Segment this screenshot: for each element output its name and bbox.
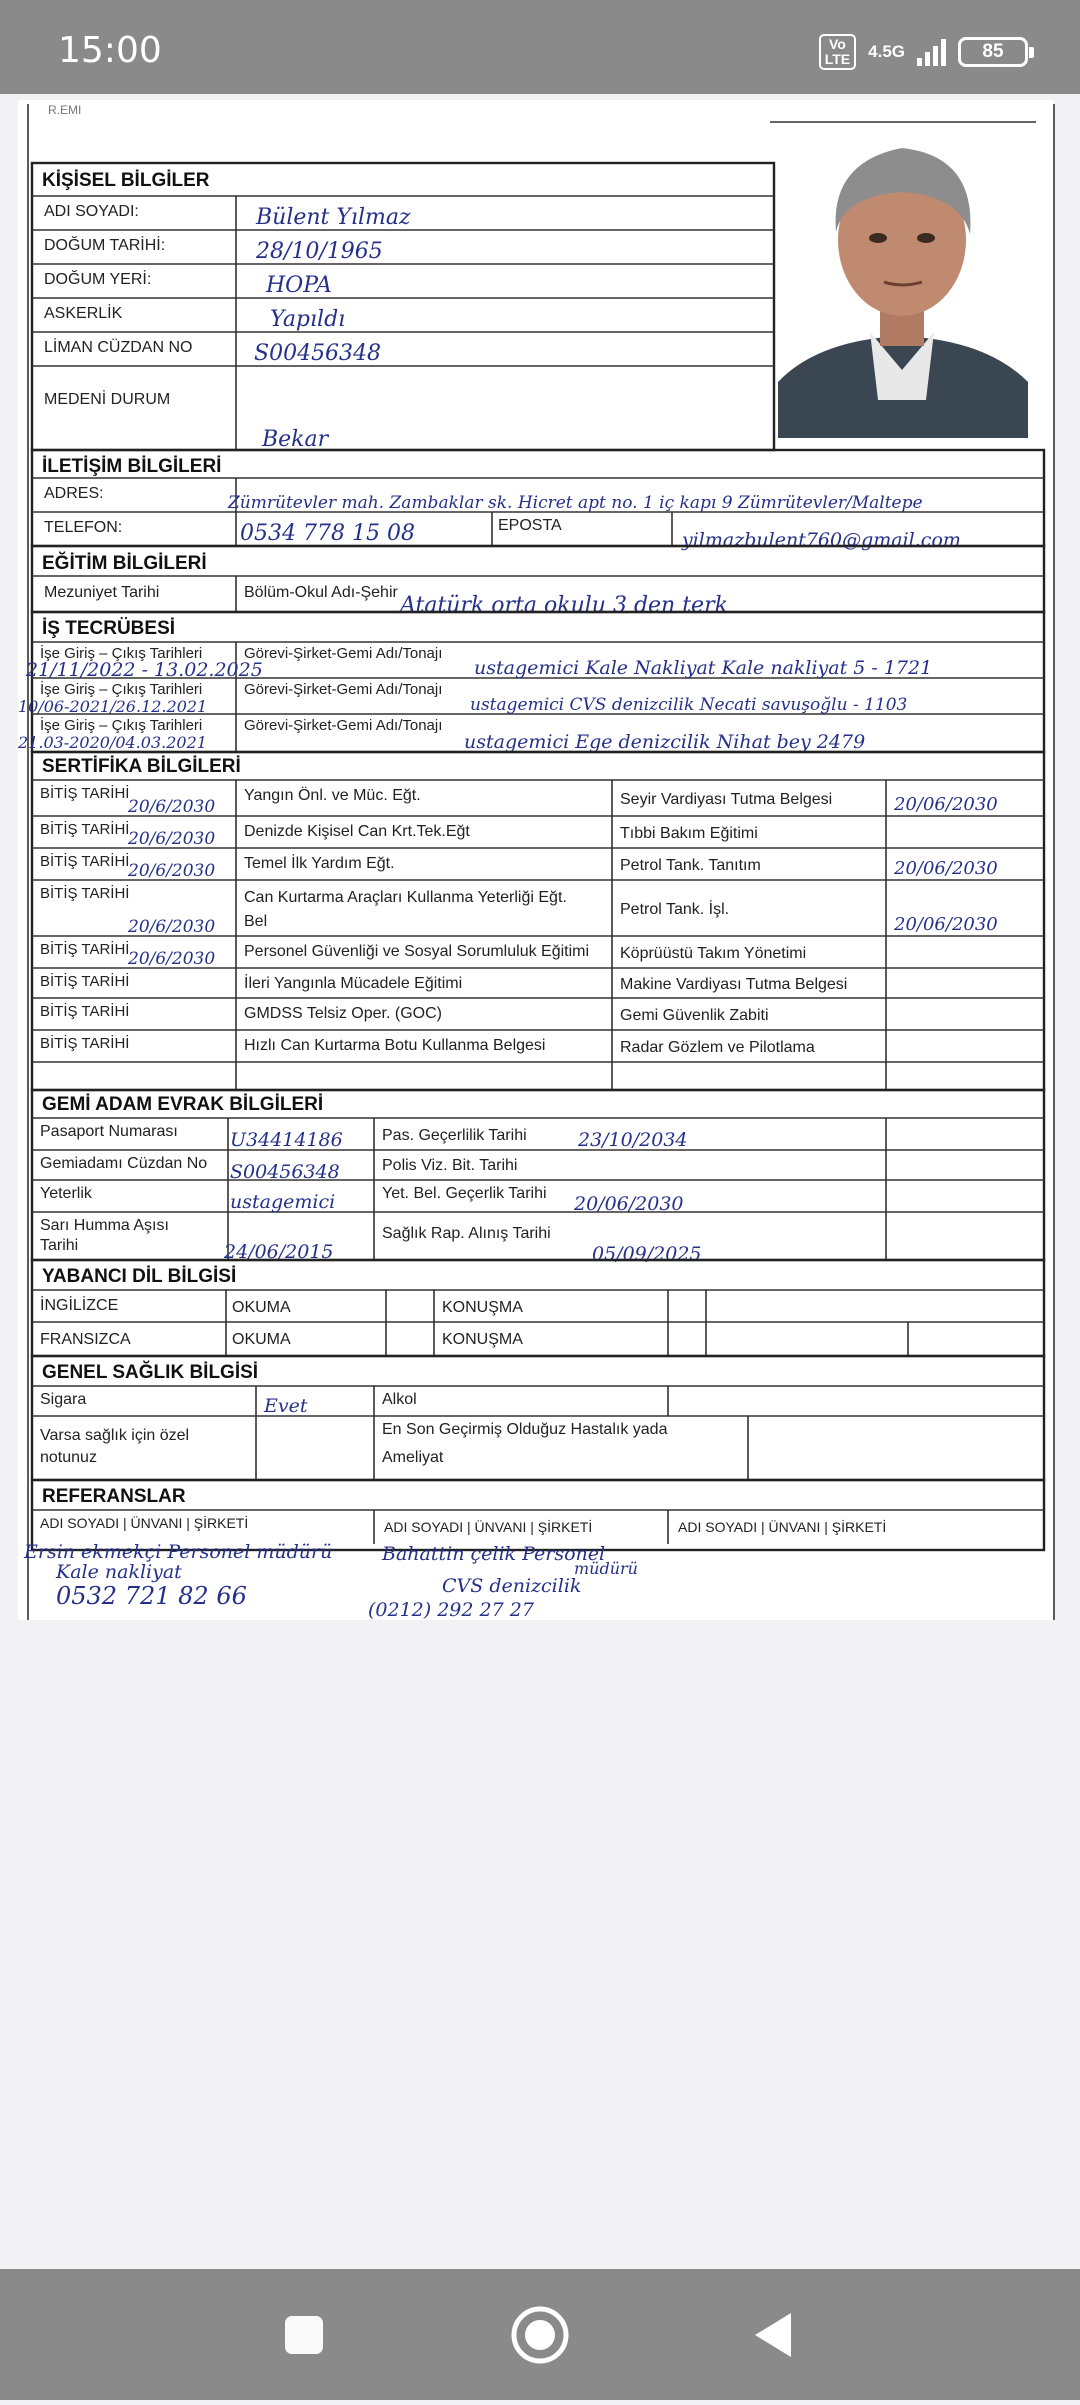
- battery-level: 85: [982, 41, 1004, 62]
- image-viewer[interactable]: [0, 94, 1080, 2269]
- label-military: ASKERLİK: [44, 305, 123, 322]
- label-speak-en: KONUŞMA: [442, 1299, 523, 1316]
- cert-name: İleri Yangınla Mücadele Eğitimi: [244, 975, 463, 992]
- cert-date-value: 20/6/2030: [128, 829, 216, 849]
- cert-name-right: Köprüüstü Takım Yönetimi: [620, 945, 807, 962]
- value-email: yilmazbulent760@gmail.com: [682, 529, 961, 551]
- ref2-line1: Bahattin çelik Personel: [382, 1543, 606, 1565]
- label-name: ADI SOYADI:: [44, 203, 139, 220]
- cert-name: Can Kurtarma Araçları Kullanma Yeterliği Eğt.: [244, 889, 567, 906]
- ref2-line2: CVS denizcilik: [442, 1575, 582, 1597]
- back-triangle-icon: [755, 2313, 791, 2357]
- label-passport: Pasaport Numarası: [40, 1123, 178, 1140]
- label-duty-3: Görevi-Şirket-Gemi Adı/Tonajı: [244, 717, 443, 734]
- section-seaman-docs: GEMİ ADAM EVRAK BİLGİLERİ: [42, 1094, 324, 1115]
- label-yellow-fever-2: Tarihi: [40, 1237, 79, 1254]
- cert-name-cont: Bel: [244, 913, 268, 930]
- job-duty-2: ustagemici CVS denizcilik Necati savuşoğlu - 1103: [470, 695, 908, 715]
- home-button[interactable]: [440, 2269, 640, 2400]
- cert-name: GMDSS Telsiz Oper. (GOC): [244, 1005, 442, 1022]
- section-contact: İLETİŞİM BİLGİLERİ: [42, 456, 222, 477]
- job-dates-1: 21/11/2022 - 13.02.2025: [26, 659, 263, 681]
- cert-date-label: BİTİŞ TARİHİ: [40, 941, 130, 958]
- value-comp-valid: 20/06/2030: [574, 1193, 684, 1215]
- top-fragment: R.ΕΜΙ: [48, 103, 82, 117]
- volte-icon: Vo LTE: [819, 34, 856, 70]
- label-police-visa: Polis Viz. Bit. Tarihi: [382, 1157, 518, 1174]
- section-health: GENEL SAĞLIK BİLGİSİ: [42, 1362, 259, 1383]
- cert-date-label: BİTİŞ TARİHİ: [40, 853, 130, 870]
- cert-date-label: BİTİŞ TARİHİ: [40, 1003, 130, 1020]
- back-button[interactable]: [673, 2269, 873, 2400]
- cert-name: Temel İlk Yardım Eğt.: [244, 855, 395, 872]
- label-read-fr: OKUMA: [232, 1331, 291, 1348]
- cert-name: Personel Güvenliği ve Sosyal Sorumluluk Eğitimi: [244, 943, 590, 960]
- label-birthplace: DOĞUM YERİ:: [44, 271, 152, 288]
- section-certificates: SERTİFİKA BİLGİLERİ: [42, 756, 241, 777]
- value-pass-valid: 23/10/2034: [578, 1129, 688, 1151]
- label-ref-col-2: ADI SOYADI | ÜNVANI | ŞİRKETİ: [384, 1519, 593, 1535]
- profile-photo: [772, 126, 1032, 438]
- label-ref-col-1: ADI SOYADI | ÜNVANI | ŞİRKETİ: [40, 1515, 249, 1531]
- value-smoking: Evet: [264, 1395, 308, 1417]
- label-phone: TELEFON:: [44, 519, 123, 536]
- label-ref-col-3: ADI SOYADI | ÜNVANI | ŞİRKETİ: [678, 1519, 887, 1535]
- status-time: 15:00: [58, 30, 162, 71]
- cert-name: Denizde Kişisel Can Krt.Tek.Eğt: [244, 823, 470, 840]
- cv-form: [18, 100, 1080, 1720]
- section-references: REFERANSLAR: [42, 1486, 186, 1507]
- label-illness-1: En Son Geçirmiş Olduğuz Hastalık yada: [382, 1421, 668, 1438]
- label-smoking: Sigara: [40, 1391, 87, 1408]
- label-illness-2: Ameliyat: [382, 1449, 444, 1466]
- status-bar: [0, 0, 1080, 94]
- label-read-en: OKUMA: [232, 1299, 291, 1316]
- label-school: Bölüm-Okul Adı-Şehir: [244, 584, 398, 601]
- cert-name: Hızlı Can Kurtarma Botu Kullanma Belgesi: [244, 1037, 546, 1054]
- value-seaman-book: S00456348: [254, 341, 382, 366]
- section-personal: KİŞİSEL BİLGİLER: [42, 170, 210, 191]
- value-military: Yapıldı: [270, 307, 346, 332]
- ref2-line1b: müdürü: [574, 1559, 638, 1578]
- battery-icon: [958, 37, 1028, 67]
- ref1-line1: Ersin ekmekçi Personel müdürü: [24, 1541, 333, 1563]
- value-passport: U34414186: [230, 1129, 343, 1151]
- ref1-line3: 0532 721 82 66: [56, 1582, 247, 1610]
- cert-name-right: Petrol Tank. Tanıtım: [620, 857, 761, 874]
- cert-date-label: BİTİŞ TARİHİ: [40, 973, 130, 990]
- label-duty-2: Görevi-Şirket-Gemi Adı/Tonajı: [244, 681, 443, 698]
- label-pass-valid: Pas. Geçerlilik Tarihi: [382, 1127, 527, 1144]
- value-school: Atatürk orta okulu 3 den terk: [400, 593, 728, 618]
- network-type: 4.5G: [868, 42, 905, 61]
- cert-date-right: 20/06/2030: [894, 858, 998, 879]
- label-yellow-fever-1: Sarı Humma Aşısı: [40, 1217, 169, 1234]
- job-duty-3: ustagemici Ege denizcilik Nihat bey 2479: [464, 731, 866, 753]
- cert-date-right: 20/06/2030: [894, 914, 998, 935]
- cert-name-right: Radar Gözlem ve Pilotlama: [620, 1039, 815, 1056]
- value-birthplace: HOPA: [266, 273, 332, 298]
- navigation-bar: [0, 2269, 1080, 2400]
- value-address: Zümrütevler mah. Zambaklar sk. Hicret apt no. 1 iç kapı 9 Zümrütevler/Maltepe: [228, 493, 923, 513]
- cert-date-value: 20/6/2030: [128, 797, 216, 817]
- cert-date-label: BİTİŞ TARİHİ: [40, 785, 130, 802]
- label-alcohol: Alkol: [382, 1391, 417, 1408]
- label-duty-1: Görevi-Şirket-Gemi Adı/Tonajı: [244, 645, 443, 662]
- label-birthdate: DOĞUM TARİHİ:: [44, 237, 166, 254]
- cert-name-right: Makine Vardiyası Tutma Belgesi: [620, 976, 848, 993]
- job-dates-2: 10/06-2021/26.12.2021: [18, 697, 208, 716]
- cert-date-label: BİTİŞ TARİHİ: [40, 821, 130, 838]
- home-circle-icon: [514, 2309, 566, 2361]
- value-name: Bülent Yılmaz: [256, 205, 411, 230]
- cert-name-right: Gemi Güvenlik Zabiti: [620, 1007, 769, 1024]
- section-experience: İŞ TECRÜBESİ: [42, 618, 176, 639]
- cert-date-right: 20/06/2030: [894, 794, 998, 815]
- ref1-line2: Kale nakliyat: [56, 1561, 182, 1583]
- job-duty-1: ustagemici Kale Nakliyat Kale nakliyat 5 - 1721: [474, 657, 933, 679]
- cert-name-right: Tıbbi Bakım Eğitimi: [620, 825, 758, 842]
- section-languages: YABANCI DİL BİLGİSİ: [42, 1266, 237, 1287]
- label-competency: Yeterlik: [40, 1185, 92, 1202]
- label-special-note-2: notunuz: [40, 1449, 97, 1466]
- label-special-note-1: Varsa sağlık için özel: [40, 1427, 190, 1444]
- value-competency: ustagemici: [230, 1191, 336, 1213]
- system-icons: [819, 34, 1028, 70]
- cert-name-right: Seyir Vardiyası Tutma Belgesi: [620, 791, 833, 808]
- label-graduation: Mezuniyet Tarihi: [44, 584, 160, 601]
- label-marital: MEDENİ DURUM: [44, 391, 171, 408]
- cert-date-value: 20/6/2030: [128, 949, 216, 969]
- label-speak-fr: KONUŞMA: [442, 1331, 523, 1348]
- value-birthdate: 28/10/1965: [256, 239, 383, 264]
- cert-date-value: 20/6/2030: [128, 917, 216, 937]
- job-dates-3: 21.03-2020/04.03.2021: [18, 733, 207, 752]
- label-french: FRANSIZCA: [40, 1331, 131, 1348]
- ref2-line3: (0212) 292 27 27: [368, 1599, 534, 1621]
- recents-square-icon: [285, 2316, 323, 2354]
- value-yellow-fever: 24/06/2015: [224, 1241, 334, 1263]
- label-health-report: Sağlık Rap. Alınış Tarihi: [382, 1225, 551, 1242]
- label-comp-valid: Yet. Bel. Geçerlik Tarihi: [382, 1185, 547, 1202]
- cert-date-value: 20/6/2030: [128, 861, 216, 881]
- signal-icon: [917, 38, 946, 66]
- label-dates-1: İşe Giriş – Çıkış Tarihleri: [40, 645, 203, 662]
- cert-name-right: Petrol Tank. İşl.: [620, 901, 730, 918]
- label-seaman-book: LİMAN CÜZDAN NO: [44, 339, 193, 356]
- value-marital: Bekar: [262, 427, 329, 452]
- label-seaman-no: Gemiadamı Cüzdan No: [40, 1155, 208, 1172]
- label-dates-3: İşe Giriş – Çıkış Tarihleri: [40, 717, 203, 734]
- document-page[interactable]: [18, 100, 1054, 1620]
- recents-button[interactable]: [203, 2269, 403, 2400]
- cert-name: Yangın Önl. ve Müc. Eğt.: [244, 787, 421, 804]
- cert-date-label: BİTİŞ TARİHİ: [40, 1035, 130, 1052]
- section-education: EĞİTİM BİLGİLERİ: [42, 553, 207, 574]
- value-phone: 0534 778 15 08: [240, 521, 415, 546]
- label-email: EPOSTA: [498, 517, 562, 534]
- value-health-report: 05/09/2025: [592, 1243, 702, 1265]
- label-english: İNGİLİZCE: [40, 1297, 119, 1314]
- value-seaman-no: S00456348: [230, 1161, 340, 1183]
- label-dates-2: İşe Giriş – Çıkış Tarihleri: [40, 681, 203, 698]
- label-address: ADRES:: [44, 485, 104, 502]
- cert-date-label: BİTİŞ TARİHİ: [40, 885, 130, 902]
